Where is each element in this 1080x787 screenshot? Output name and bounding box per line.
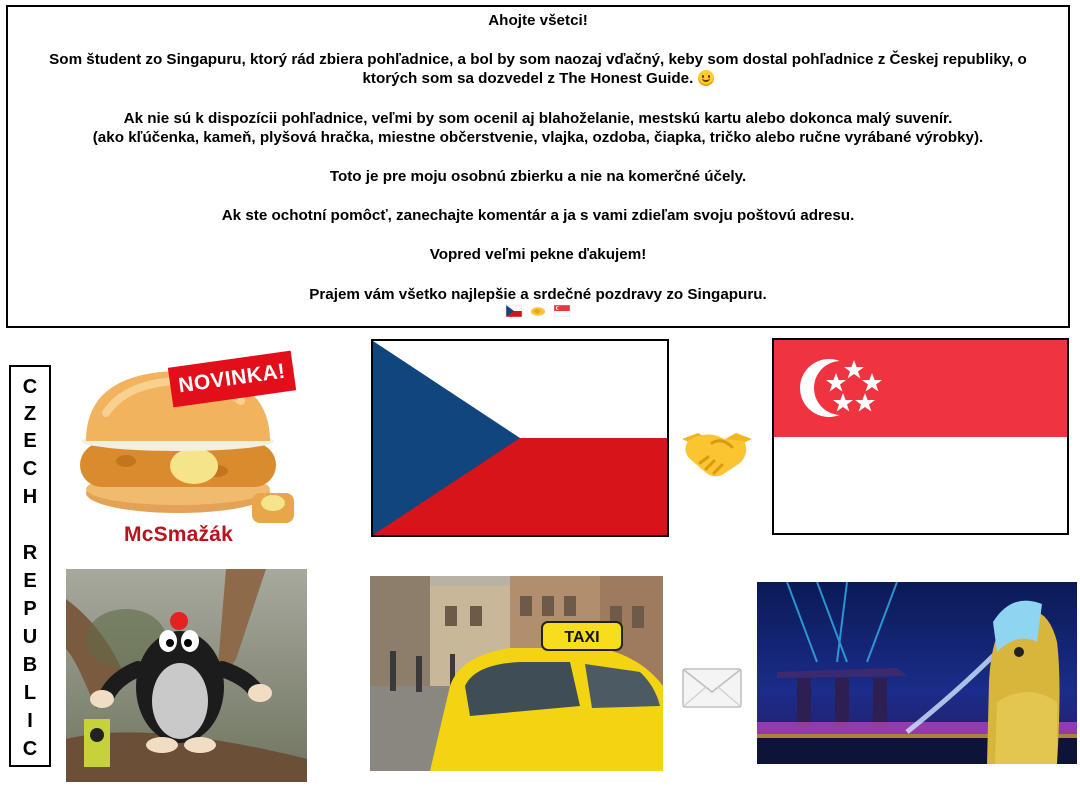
country-letter: C [22, 738, 38, 760]
handshake-icon [678, 419, 756, 481]
singapore-flag-graphic [774, 340, 1067, 533]
czech-flag [371, 339, 669, 537]
singapore-flag [772, 338, 1069, 535]
alternatives-line-2: (ako kľúčenka, kameň, plyšová hračka, miestne občerstvenie, vlajka, ozdoba, čiapka, tričko alebo ručne vyrábané výrobky). [92, 129, 984, 146]
singapore-flag-icon [554, 305, 570, 317]
alternatives-paragraph [18, 109, 1058, 147]
country-letter: E [23, 570, 37, 592]
country-letter: C [22, 458, 38, 480]
message-box [6, 5, 1070, 328]
country-letter: R [22, 542, 38, 564]
country-letter: P [23, 598, 37, 620]
thanks-paragraph: Vopred veľmi pekne ďakujem! [429, 246, 647, 263]
merlion-marina-bay-photo [757, 582, 1077, 764]
note-paragraph: Toto je pre moju osobnú zbierku a nie na komerčné účely. [329, 168, 747, 185]
novinka-badge: NOVINKA! [168, 351, 296, 408]
help-paragraph: Ak ste ochotní pomôcť, zanechajte komentár a ja s vami zdieľam svoju poštovú adresu. [221, 207, 855, 224]
taxi-sign: TAXI [564, 629, 600, 646]
czech-flag-icon [506, 305, 522, 317]
country-letter: C [22, 376, 38, 398]
country-letter: B [22, 654, 38, 676]
alternatives-line-1: Ak nie sú k dispozícii pohľadnice, veľmi by som ocenil aj blahoželanie, mestskú kartu alebo dokonca malý suvenír. [123, 110, 953, 127]
country-letter: Z [23, 403, 37, 425]
handshake-icon [530, 305, 546, 317]
wishes-paragraph: Prajem vám všetko najlepšie a srdečné pozdravy zo Singapuru. [309, 286, 767, 303]
intro-text: Som študent zo Singapuru, ktorý rád zbiera pohľadnice, a bol by som naozaj vďačný, keby som dostal pohľadnice z Českej republiky, o ktorých som sa dozvedel z The Honest Guide. [49, 51, 1027, 87]
mole-plush-photo [66, 569, 307, 782]
country-letter: E [23, 430, 37, 452]
country-letter: L [23, 682, 37, 704]
country-label [9, 365, 51, 767]
intro-paragraph [28, 50, 1048, 88]
brand-name: McSmažák [124, 523, 233, 546]
greeting: Ahojte všetci! [488, 12, 588, 29]
emoji-row [8, 304, 1068, 320]
country-letter: U [22, 626, 38, 648]
envelope-icon [682, 668, 742, 708]
country-letter: I [27, 710, 33, 732]
mcsmazak-image [66, 343, 310, 553]
prague-taxi-photo [370, 576, 663, 771]
smiley-icon [698, 70, 714, 86]
country-letter: H [22, 486, 38, 508]
czech-flag-graphic [373, 341, 667, 535]
